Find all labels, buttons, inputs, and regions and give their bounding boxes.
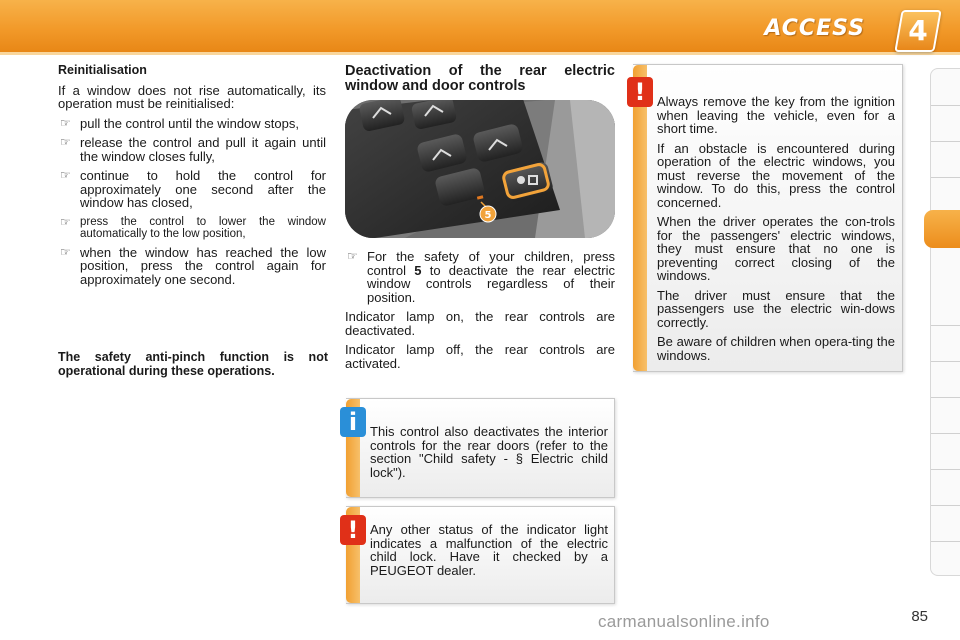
tab-divider bbox=[931, 177, 960, 178]
warning-paragraph: If an obstacle is encountered during operation of the electric windows, you must reverse the movement of the window. To do this, press the control concerned. bbox=[657, 140, 895, 210]
list-item bbox=[58, 169, 326, 210]
list-item bbox=[345, 250, 615, 304]
chapter-tab-active[interactable] bbox=[924, 210, 960, 248]
chapter-tabs bbox=[930, 68, 960, 576]
info-text: This control also deactivates the interior controls for the rear doors (refer to the section "Child safety - § Electric child lock"). bbox=[370, 424, 608, 480]
step-text: release the control and pull it again until the window closes fully, bbox=[80, 135, 326, 164]
step-text: pull the control until the window stops, bbox=[80, 115, 299, 131]
pointing-hand-icon: ☞ bbox=[347, 249, 358, 263]
deactivation-section bbox=[345, 64, 615, 376]
lamp-on-text: Indicator lamp on, the rear controls are deactivated. bbox=[345, 309, 615, 338]
chapter-number: 4 bbox=[908, 14, 928, 47]
reinitialisation-steps bbox=[58, 117, 326, 287]
tab-divider bbox=[931, 541, 960, 542]
warning-paragraph: Always remove the key from the ignition when leaving the vehicle, even for a short time. bbox=[657, 94, 895, 136]
deactivation-steps bbox=[345, 250, 615, 304]
chapter-title: ACCESS bbox=[764, 16, 865, 41]
reinitialisation-heading: Reinitialisation bbox=[58, 63, 147, 77]
tab-divider bbox=[931, 141, 960, 142]
exclamation-warning-icon: ! bbox=[340, 515, 366, 545]
warning-paragraph: Be aware of children when opera-ting the windows. bbox=[657, 334, 895, 363]
deactivation-instruction-start: For the safety of your children, press control bbox=[367, 249, 615, 278]
callout-label: 5 bbox=[484, 210, 492, 221]
control-number: 5 bbox=[414, 262, 422, 278]
tab-divider bbox=[931, 433, 960, 434]
page-number: 85 bbox=[911, 608, 928, 625]
header-underline bbox=[0, 52, 960, 55]
warning-box-windows bbox=[633, 64, 903, 372]
pointing-hand-icon: ☞ bbox=[60, 115, 71, 130]
tab-divider bbox=[931, 325, 960, 326]
info-icon: i bbox=[340, 407, 366, 437]
reinitialisation-intro: If a window does not rise automatically, its operation must be reinitialised: bbox=[58, 82, 326, 111]
anti-pinch-note: The safety anti-pinch function is not operational during these operations. bbox=[58, 350, 328, 378]
info-box-child-lock bbox=[346, 398, 615, 498]
pointing-hand-icon: ☞ bbox=[60, 214, 71, 229]
step-text: when the window has reached the low position, press the control again for approximately one second. bbox=[80, 244, 326, 287]
pointing-hand-icon: ☞ bbox=[60, 135, 71, 149]
list-item bbox=[58, 136, 326, 163]
pointing-hand-icon: ☞ bbox=[60, 168, 71, 182]
list-item bbox=[58, 117, 326, 131]
exclamation-warning-icon: ! bbox=[627, 77, 653, 107]
tab-divider bbox=[931, 105, 960, 106]
tab-divider bbox=[931, 469, 960, 470]
warning-text bbox=[657, 95, 895, 368]
lamp-off-text: Indicator lamp off, the rear controls are activated. bbox=[345, 342, 615, 371]
watermark: carmanualsonline.info bbox=[598, 612, 770, 631]
warning-text: Any other status of the indicator light indicates a malfunction of the electric child lock. Have it checked by a PEUGEOT dealer. bbox=[370, 522, 608, 578]
step-text: press the control to lower the window automatically to the low position, bbox=[80, 215, 326, 240]
warning-box-indicator bbox=[346, 506, 615, 604]
step-text: continue to hold the control for approximately one second after the window has closed, bbox=[80, 168, 326, 210]
box-accent-bar bbox=[633, 65, 647, 371]
window-switch-panel-illustration bbox=[345, 100, 615, 238]
tab-divider bbox=[931, 361, 960, 362]
warning-paragraph: When the driver operates the con-trols for the passengers' electric windows, they must ensure that no one is preventing correct closing of the windows. bbox=[657, 214, 895, 283]
warning-paragraph: The driver must ensure that the passengers use the electric win-dows correctly. bbox=[657, 287, 895, 330]
tab-divider bbox=[931, 397, 960, 398]
list-item bbox=[58, 216, 326, 240]
chapter-number-badge bbox=[894, 10, 941, 52]
reinitialisation-section bbox=[58, 64, 326, 292]
tab-divider bbox=[931, 505, 960, 506]
section-title: Deactivation of the rear electric window and door controls bbox=[345, 63, 615, 94]
list-item bbox=[58, 246, 326, 287]
deactivation-instruction-end: to deactivate the rear electric window controls regardless of their position. bbox=[367, 262, 615, 305]
pointing-hand-icon: ☞ bbox=[60, 244, 71, 259]
window-controls-photo bbox=[345, 100, 615, 238]
